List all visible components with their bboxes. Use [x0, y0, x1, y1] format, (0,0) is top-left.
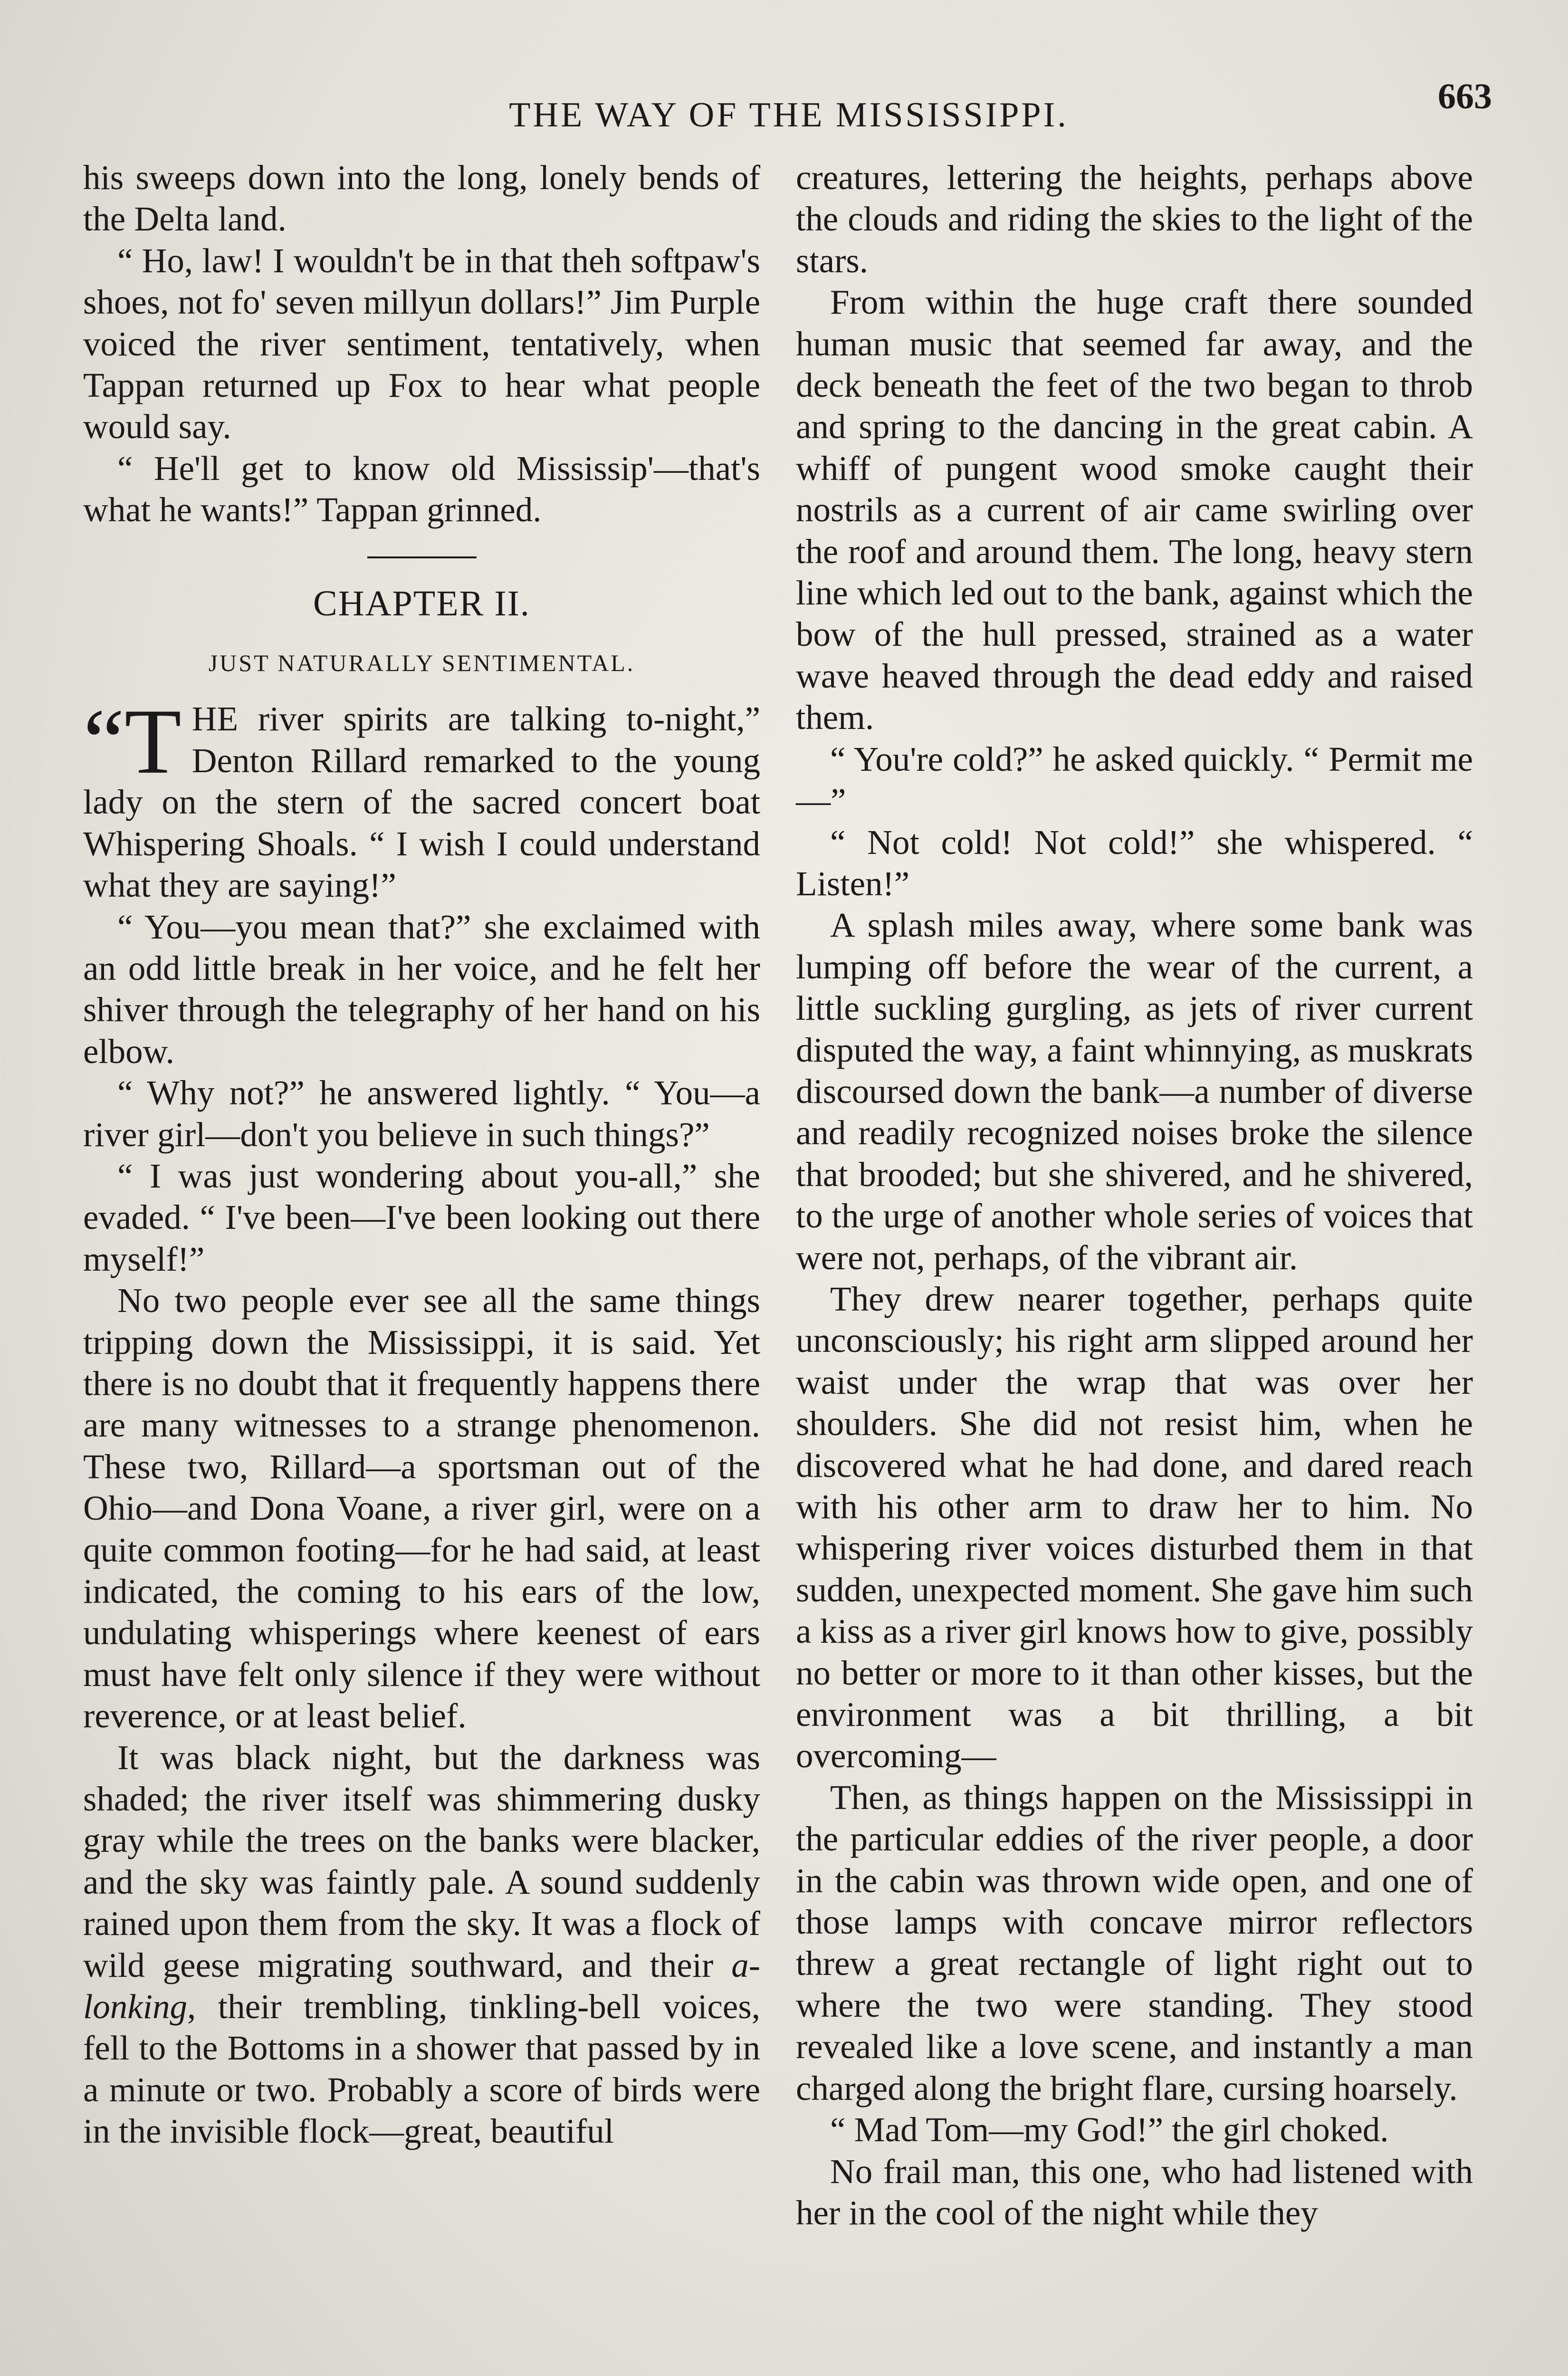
paragraph: “ Why not?” he answered lightly. “ You—a river girl—don't you believe in such things?”	[83, 1073, 760, 1154]
paragraph: No two people ever see all the same things tripping down the Mississippi, it is said. Yet there is no doubt that it frequently happens there are many witnesses to a strange phenomenon. These two, Rillard—a sportsman out of the Ohio—and Dona Voane, a river girl, were on a quite common footing—for he had said, at least indicated, the coming to his ears of the low, undulating whisperings where keenest of ears must have felt only silence if they were without reverence, or at least belief.	[83, 1281, 760, 1735]
paragraph: “ Mad Tom—my God!” the girl choked.	[830, 2110, 1389, 2149]
paragraph: “ You're cold?” he asked quickly. “ Permit me—”	[796, 739, 1473, 820]
drop-cap	[83, 690, 182, 794]
paragraph: “ I was just wondering about you-all,” she evaded. “ I've been—I've been looking out there myself!”	[83, 1156, 760, 1278]
drop-cap-letter: T	[124, 690, 182, 794]
paragraph: “ Ho, law! I wouldn't be in that theh softpaw's shoes, not fo' seven millyun dollars!” Jim Purple voiced the river sentiment, tentatively, when Tappan returned up Fox to hear what people would say.	[83, 241, 760, 446]
paragraph: creatures, lettering the heights, perhaps above the clouds and riding the skies to the light of the stars.	[796, 158, 1473, 280]
paragraph: “ Not cold! Not cold!” she whispered. “ Listen!”	[796, 823, 1473, 903]
paragraph: They drew nearer together, perhaps quite unconsciously; his right arm slipped around her waist under the wrap that was over her shoulders. She did not resist him, when he discovered what he had done, and dared reach with his other arm to draw her to him. No whispering river voices disturbed them in that sudden, unexpected moment. She gave him such a kiss as a river girl knows how to give, possibly no better or more to it than other kisses, but the environment was a bit thrilling, a bit overcoming—	[796, 1279, 1473, 1775]
paragraph: A splash miles away, where some bank was lumping off before the wear of the current, a little suckling gurgling, as jets of river current disputed the way, a faint whinnying, as muskrats discoursed down the bank—a number of diverse and readily recognized noises broke the silence that brooded; but she shivered, and he shivered, to the urge of another whole series of voices that were not, perhaps, of the vibrant air.	[796, 906, 1473, 1277]
paragraph: From within the huge craft there sounded human music that seemed far away, and the deck beneath the feet of the two began to throb and spring to the dancing in the great cabin. A whiff of pungent wood smoke caught their nostrils as a current of air came swirling over the roof and around them. The long, heavy stern line which led out to the bank, against which the bow of the hull pressed, strained as a water wave heaved through the dead eddy and raised them.	[796, 283, 1473, 737]
page-number: 663	[1438, 77, 1492, 116]
paragraph: “ He'll get to know old Mississip'—that's what he wants!” Tappan grinned.	[83, 449, 760, 529]
chapter-title: CHAPTER II.	[313, 583, 530, 623]
drop-cap-quote: “	[83, 690, 124, 794]
page-header	[81, 71, 1497, 147]
paragraph: “ You—you mean that?” she exclaimed with an odd little break in her voice, and he felt her shiver through the telegraphy of her hand on his elbow.	[83, 907, 760, 1071]
paragraph-text: , their trembling, tinkling-bell voices, fell to the Bottoms in a shower that passed by in a minute or two. Probably a score of birds were in the invisible flock—great, beautiful	[83, 1987, 760, 2151]
emphasized-word: a-lonking	[83, 1945, 760, 2026]
paragraph: Then, as things happen on the Mississippi in the particular eddies of the river people, a door in the cabin was thrown wide open, and one of those lamps with concave mirror reflectors threw a great rectangle of light right out to where the two were standing. They stood revealed like a love scene, and instantly a man charged along the bright flare, cursing hoarsely.	[796, 1778, 1473, 2108]
right-column	[796, 157, 1473, 2233]
opening-paragraph	[83, 690, 760, 906]
section-divider	[367, 556, 477, 558]
paragraph-text: It was black night, but the darkness was shaded; the river itself was shimmering dusky gray while the trees on the banks were blacker, and the sky was faintly pale. A sound suddenly rained upon them from the sky. It was a flock of wild geese migrating southward, and their	[83, 1738, 760, 1984]
left-column	[83, 157, 760, 2152]
chapter-subtitle: JUST NATURALLY SENTIMENTAL.	[208, 650, 635, 677]
running-title: THE WAY OF THE MISSISSIPPI.	[509, 96, 1069, 134]
paragraph: No frail man, this one, who had listened with her in the cool of the night while they	[796, 2152, 1473, 2232]
paragraph	[83, 1737, 760, 2152]
paragraph: his sweeps down into the long, lonely bends of the Delta land.	[83, 158, 760, 239]
opening-paragraph-text: HE river spirits are talking to-night,” Denton Rillard remarked to the young lady on the stern of the sacred concert boat Whispering Shoals. “ I wish I could understand what they are saying!”	[83, 699, 760, 905]
